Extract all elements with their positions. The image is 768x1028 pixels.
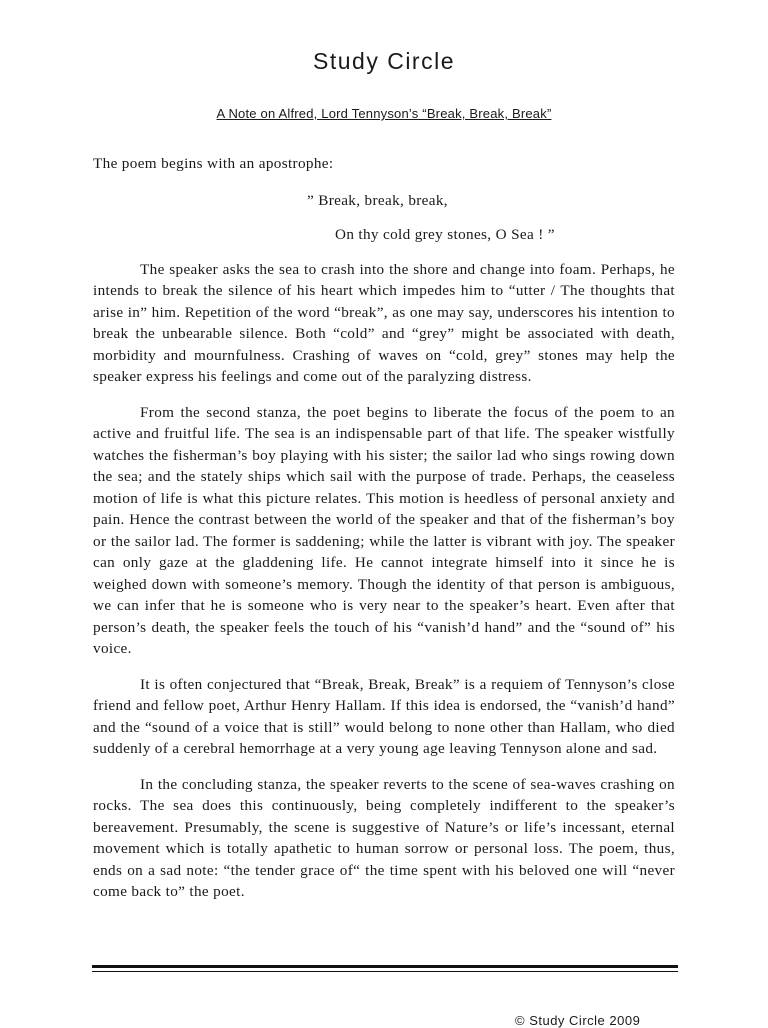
footer-rule-thin — [92, 971, 678, 972]
poem-quote-line-1: ” Break, break, break, — [307, 191, 448, 209]
paragraph-1: The speaker asks the sea to crash into the shore and change into foam. Perhaps, he intends to break the silence of his heart which impedes him to “utter / The thoughts that arise in” him. Repetition of the word “break”, as one may say, underscores his intention to break the unbearable silence. Both “cold” and “grey” might be associated with death, morbidity and mournfulness. Crashing of waves on “cold, grey” stones may help the speaker express his feelings and come out of the paralyzing distress. — [93, 260, 675, 385]
footer-rule-thick — [92, 965, 678, 968]
intro-sentence: The poem begins with an apostrophe: — [93, 155, 334, 172]
paragraph-4: In the concluding stanza, the speaker reverts to the scene of sea-waves crashing on rocks. The sea does this continuously, being completely indifferent to the speaker’s bereavement. Presumably, the scene is suggestive of Nature’s or life’s incessant, eternal movement which is totally apathetic to human sorrow or personal loss. The poem, thus, ends on a sad note: “the tender grace of“ the time spent with his beloved one will “never come back to” the poet. — [93, 775, 675, 900]
document-body — [93, 153, 675, 917]
copyright-footer: © Study Circle 2009 — [515, 1013, 641, 1028]
page-title: Study Circle — [313, 48, 455, 74]
paragraph-2: From the second stanza, the poet begins to liberate the focus of the poem to an active and fruitful life. The sea is an indispensable part of that life. The speaker wistfully watches the fisherman’s boy playing with his sister; the sailor lad who sings rowing down the sea; and the stately ships which sail with the purpose of trade. Perhaps, the ceaseless motion of life is what this picture relates. This motion is heedless of personal anxiety and pain. Hence the contrast between the world of the speaker and that of the fisherman’s boy or the sailor lad. The former is saddening; while the latter is vibrant with joy. The speaker can only gaze at the gladdening life. He cannot integrate himself into it since he is weighed down with someone’s memory. Though the identity of that person is ambiguous, we can infer that he is someone who is very near to the speaker’s heart. Even after that person’s death, the speaker feels the touch of his “vanish’d hand” and the “sound of” his voice. — [93, 403, 675, 657]
paragraph-3: It is often conjectured that “Break, Break, Break” is a requiem of Tennyson’s close friend and fellow poet, Arthur Henry Hallam. If this idea is endorsed, the “vanish’d hand” and the “sound of a voice that is still” would belong to none other than Hallam, who died suddenly of a cerebral hemorrhage at a very young age leaving Tennyson alone and sad. — [93, 675, 675, 757]
document-subtitle: A Note on Alfred, Lord Tennyson’s “Break, Break, Break” — [216, 106, 552, 121]
poem-quote-line-2: On thy cold grey stones, O Sea ! ” — [335, 226, 555, 243]
